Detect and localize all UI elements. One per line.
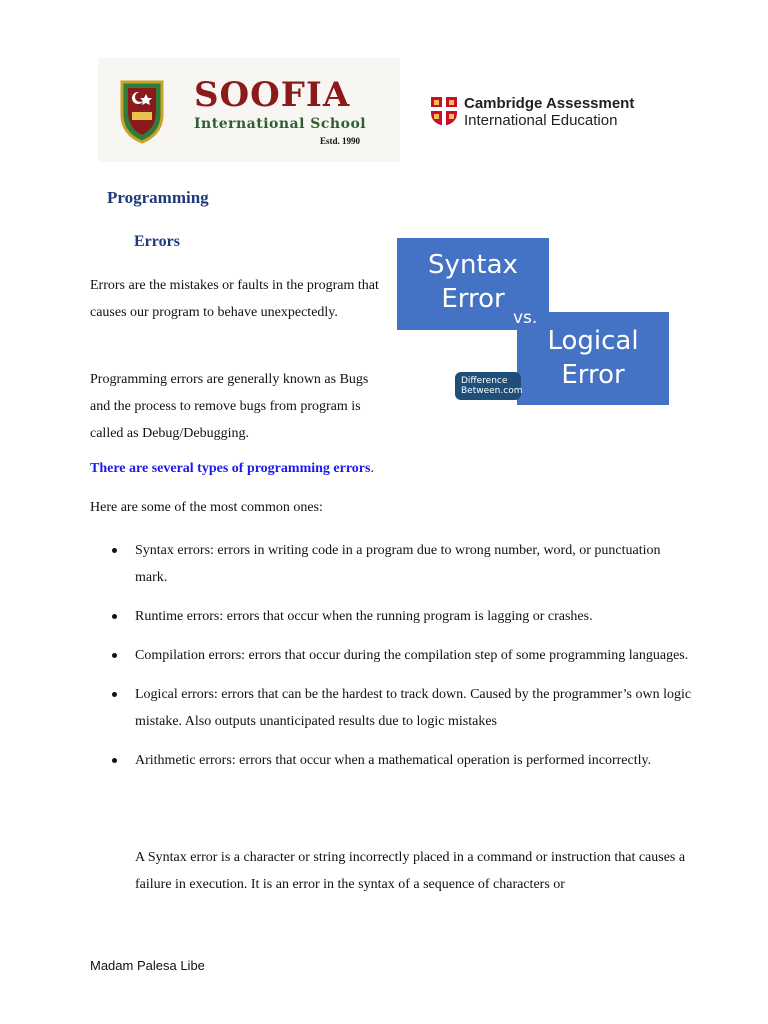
list-item: [112, 603, 692, 630]
syntax-box-line2: Error: [441, 284, 505, 314]
intro-paragraph-1: Errors are the mistakes or faults in the program that causes our program to behave unexpectedly.: [90, 278, 379, 320]
common-intro: Here are some of the most common ones:: [90, 500, 323, 515]
bullet-icon: [112, 692, 117, 697]
logical-box-line1: Logical: [547, 326, 639, 356]
closing-paragraph: A Syntax error is a character or string incorrectly placed in a command or instruction that causes a failure in execution. It is an error in the syntax of a sequence of characters or: [135, 850, 686, 892]
error-types-list: [112, 537, 692, 786]
section-heading: Programming: [107, 188, 209, 207]
footer-author: Madam Palesa Libe: [90, 958, 205, 973]
badge-line2: Between.com: [461, 386, 523, 396]
types-statement: [90, 461, 374, 477]
list-item: [112, 681, 692, 735]
intro-paragraph-2: Programming errors are generally known as Bugs and the process to remove bugs from program is called as Debug/Debugging.: [90, 372, 369, 441]
cambridge-shield-icon: [430, 96, 458, 127]
list-item: [112, 747, 692, 774]
school-name: SOOFIA: [194, 75, 351, 115]
list-item-text: Logical errors: errors that can be the hardest to track down. Caused by the programmer’s own logic mistake. Also outputs unanticipated results due to logic mistakes: [135, 687, 692, 729]
school-crest-icon: [120, 78, 164, 144]
bullet-icon: [112, 758, 117, 763]
list-item-text: Arithmetic errors: errors that occur when a mathematical operation is performed incorrectly.: [135, 753, 652, 768]
list-item-text: Runtime errors: errors that occur when the running program is lagging or crashes.: [135, 609, 593, 624]
bullet-icon: [112, 653, 117, 658]
list-item-text: Compilation errors: errors that occur during the compilation step of some programming languages.: [135, 648, 689, 663]
cambridge-line1: Cambridge Assessment: [464, 95, 635, 112]
school-established: Estd. 1990: [320, 136, 361, 146]
bullet-icon: [112, 548, 117, 553]
badge-line1: Difference: [461, 376, 508, 386]
vs-label: vs.: [513, 308, 538, 328]
cambridge-line2: International Education: [464, 112, 618, 129]
syntax-vs-logical-graphic: [397, 238, 669, 406]
types-statement-period: .: [370, 461, 374, 476]
bullet-icon: [112, 614, 117, 619]
school-logo: [98, 58, 400, 162]
subsection-heading: Errors: [134, 233, 180, 250]
syntax-box-line1: Syntax: [428, 250, 518, 280]
school-subtitle: International School: [194, 116, 367, 132]
list-item: [112, 537, 692, 591]
list-item: [112, 642, 692, 669]
logical-box-line2: Error: [561, 360, 625, 390]
cambridge-logo: [430, 94, 635, 130]
logical-error-box: [517, 312, 669, 405]
list-item-text: Syntax errors: errors in writing code in a program due to wrong number, word, or punctuation mark.: [135, 543, 661, 585]
types-statement-text: There are several types of programming errors: [90, 461, 371, 476]
difference-between-badge: [455, 372, 521, 400]
